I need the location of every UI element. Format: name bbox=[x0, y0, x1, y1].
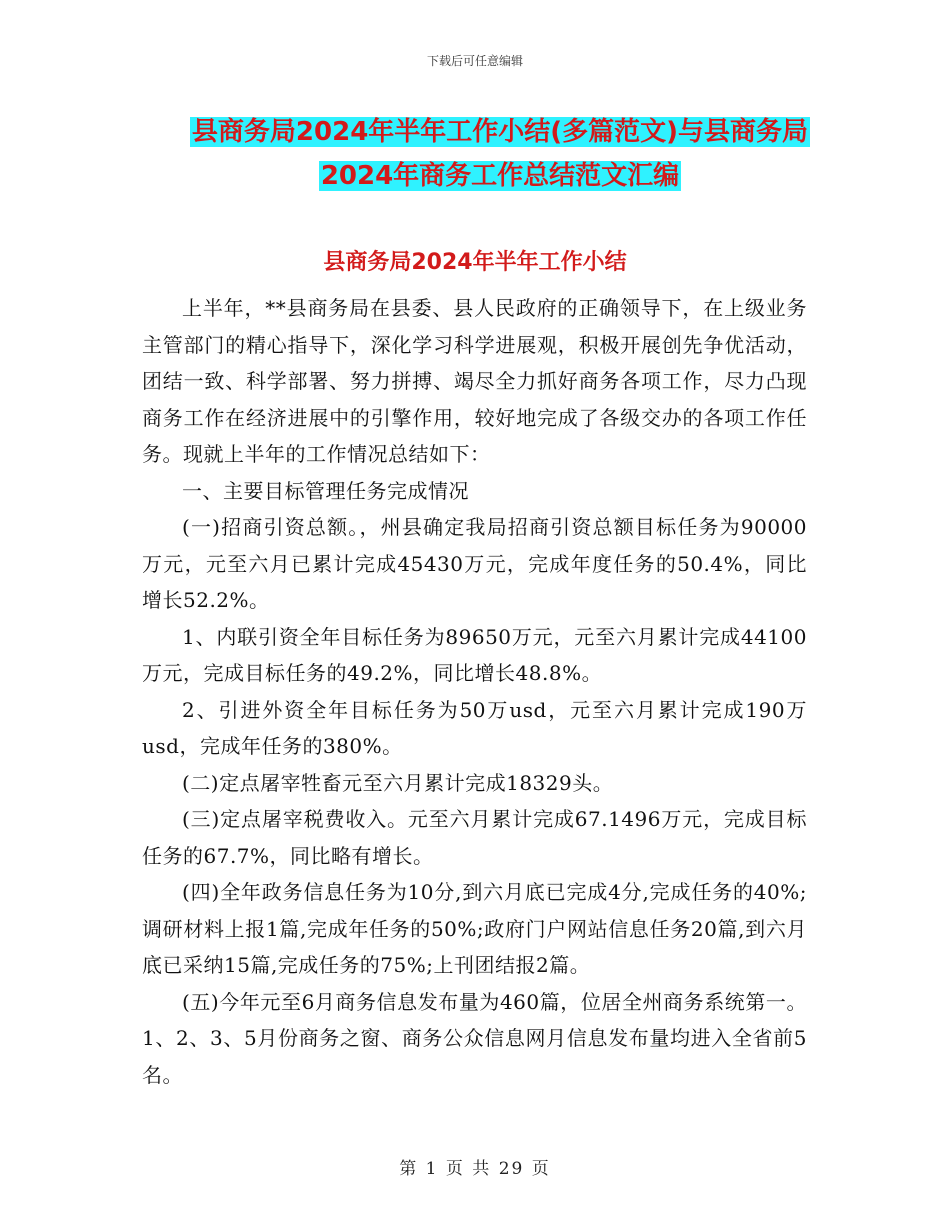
paragraph-government-info: (四)全年政务信息任务为10分,到六月底已完成4分,完成任务的40%;调研材料上报1篇,完成年任务的50%;政府门户网站信息任务20篇,到六月底已采纳15篇,完成任务的75%;上刊团结报2篇。 bbox=[142, 880, 807, 977]
paragraph-livestock-slaughter: (二)定点屠宰牲畜元至六月累计完成18329头。 bbox=[182, 770, 614, 795]
paragraph-commerce-info: (五)今年元至6月商务信息发布量为460篇，位居全州商务系统第一。1、2、3、5月份商务之窗、商务公众信息网月信息发布量均进入全省前5名。 bbox=[142, 989, 807, 1087]
title-line-2: 2024年商务工作总结范文汇编 bbox=[320, 161, 680, 191]
paragraph-investment-total: (一)招商引资总额。，州县确定我局招商引资总额目标任务为90000万元，元至六月已累计完成45430万元，完成年度任务的50.4%，同比增长52.2%。 bbox=[142, 515, 807, 612]
paragraph-heading-1: 一、主要目标管理任务完成情况 bbox=[182, 478, 469, 503]
paragraph-intro: 上半年，**县商务局在县委、县人民政府的正确领导下，在上级业务主管部门的精心指导下，深化学习科学进展观，积极开展创先争优活动，团结一致、科学部署、努力拼搏、竭尽全力抓好商务各项工作，尽力凸现商务工作在经济进展中的引擎作用，较好地完成了各级交办的各项工作任务。现就上半年的工作情况总结如下： bbox=[142, 296, 807, 466]
document-body bbox=[142, 290, 807, 1093]
section-title: 县商务局2024年半年工作小结 bbox=[323, 250, 627, 275]
document-title bbox=[150, 110, 850, 198]
paragraph-domestic-investment: 1、内联引资全年目标任务为89650万元，元至六月累计完成44100万元，完成目标任务的49.2%，同比增长48.8%。 bbox=[142, 624, 807, 685]
header-note: 下载后可任意编辑 bbox=[426, 54, 523, 68]
paragraph-slaughter-tax: (三)定点屠宰税费收入。元至六月累计完成67.1496万元，完成目标任务的67.7%，同比略有增长。 bbox=[142, 807, 807, 868]
paragraph-foreign-investment: 2、引进外资全年目标任务为50万usd，元至六月累计完成190万usd，完成年任务的380%。 bbox=[142, 697, 807, 758]
title-line-1: 县商务局2024年半年工作小结(多篇范文)与县商务局 bbox=[191, 117, 809, 147]
page-number: 第 1 页 共 29 页 bbox=[399, 1159, 551, 1179]
